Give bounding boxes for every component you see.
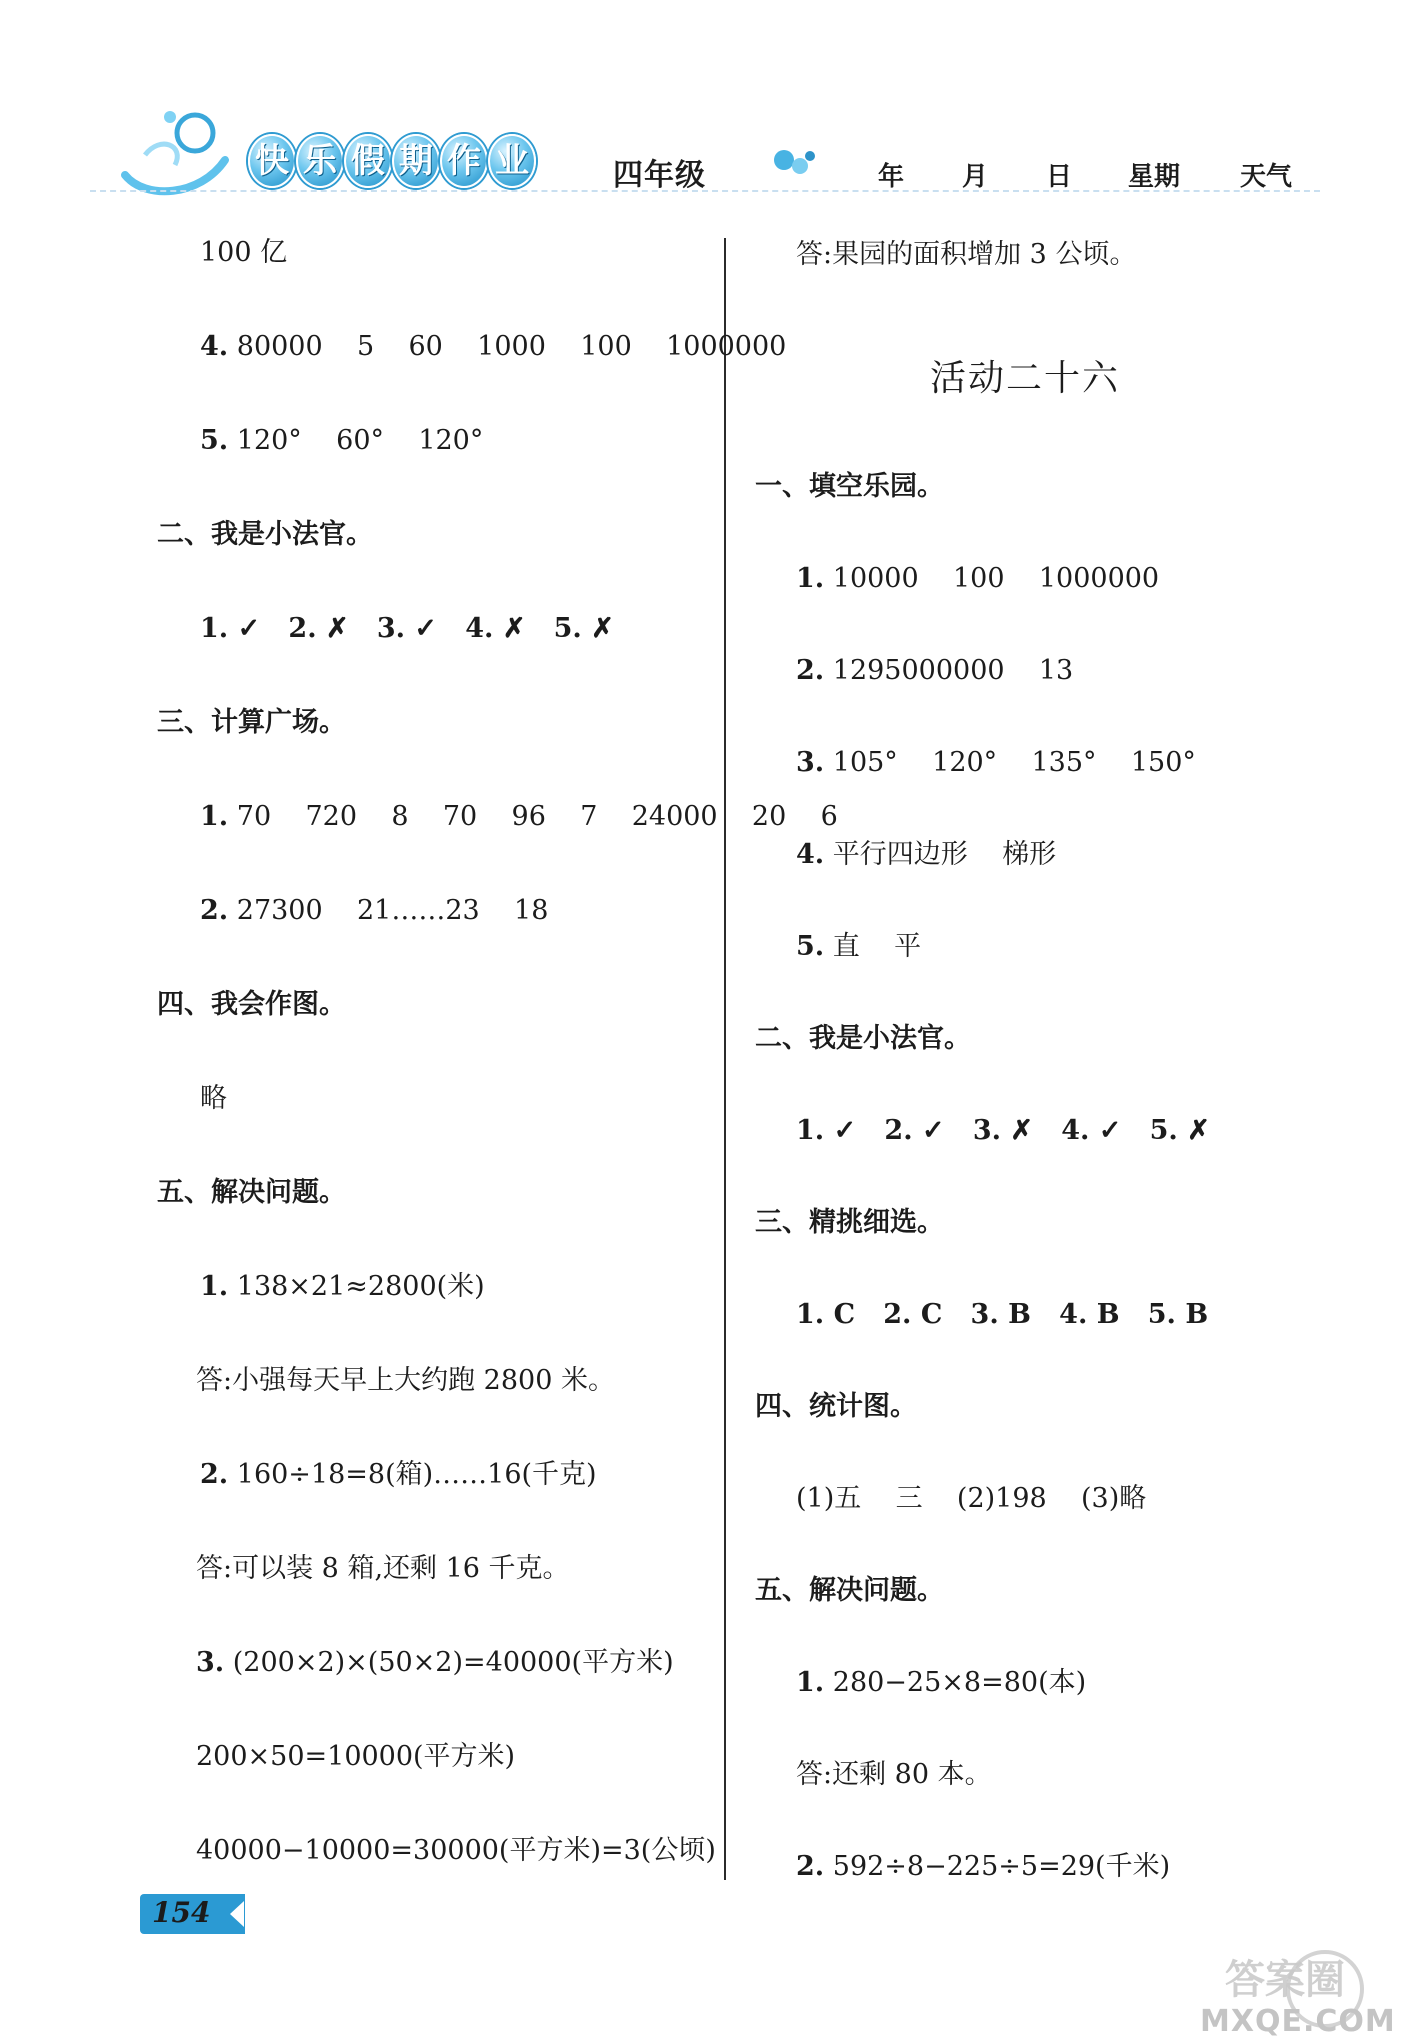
answer-line: 200×50=10000(平方米) <box>196 1741 516 1772</box>
page-number: 154 <box>152 1896 211 1929</box>
arrow-left-icon <box>230 1901 244 1927</box>
answer-line: 1. ✓ 2. ✓ 3. ✗ 4. ✓ 5. ✗ <box>796 1115 1210 1146</box>
section-heading: 四、我会作图。 <box>157 989 346 1020</box>
activity-title: 活动二十六 <box>930 358 1121 399</box>
section-heading: 五、解决问题。 <box>755 1575 944 1606</box>
answer-line: 2. 1295000000 13 <box>796 655 1074 686</box>
title-char: 业 <box>488 134 536 188</box>
answer-line: 1. ✓ 2. ✗ 3. ✓ 4. ✗ 5. ✗ <box>200 613 614 644</box>
grade-label: 四年级 <box>613 158 706 193</box>
title-char: 作 <box>440 134 488 188</box>
weather-label: 天气 <box>1240 162 1293 192</box>
answer-line: 2. 27300 21……23 18 <box>200 895 549 926</box>
answer-line: (1)五 三 (2)198 (3)略 <box>796 1483 1147 1514</box>
section-heading: 五、解决问题。 <box>157 1177 346 1208</box>
year-label: 年 <box>878 162 905 192</box>
bubble-dots-icon <box>772 146 818 182</box>
title-char: 期 <box>392 134 440 188</box>
section-heading: 二、我是小法官。 <box>755 1023 971 1054</box>
answer-line: 5. 120° 60° 120° <box>200 425 484 456</box>
watermark-url: MXQE.COM <box>1200 2004 1396 2039</box>
swirl-logo-icon <box>115 105 245 200</box>
section-heading: 二、我是小法官。 <box>157 519 373 550</box>
answer-line: 1. C 2. C 3. B 4. B 5. B <box>796 1299 1209 1330</box>
answer-line: 40000−10000=30000(平方米)=3(公顷) <box>196 1835 716 1866</box>
answer-line: 4. 平行四边形 梯形 <box>796 839 1057 870</box>
section-heading: 四、统计图。 <box>755 1391 917 1422</box>
title-char: 假 <box>344 134 392 188</box>
column-divider <box>724 238 726 1880</box>
answer-line: 3. (200×2)×(50×2)=40000(平方米) <box>196 1647 674 1678</box>
title-char: 乐 <box>296 134 344 188</box>
answer-line: 答:可以装 8 箱,还剩 16 千克。 <box>196 1553 570 1584</box>
answer-line: 答:果园的面积增加 3 公顷。 <box>796 239 1137 270</box>
answer-line: 1. 10000 100 1000000 <box>796 563 1160 594</box>
watermark-text: 答案圈 <box>1225 1957 1345 2003</box>
answer-line: 略 <box>200 1083 227 1114</box>
answer-line: 1. 70 720 8 70 96 7 24000 20 6 <box>200 801 838 832</box>
header-rule <box>90 190 1320 192</box>
answer-line: 1. 280−25×8=80(本) <box>796 1667 1087 1698</box>
section-heading: 三、计算广场。 <box>157 707 346 738</box>
title-char: 快 <box>248 134 296 188</box>
answer-line: 100 亿 <box>200 237 288 268</box>
answer-line: 5. 直 平 <box>796 931 922 962</box>
answer-line: 4. 80000 5 60 1000 100 1000000 <box>200 331 787 362</box>
answer-line: 2. 160÷18=8(箱)……16(千克) <box>200 1459 597 1490</box>
month-label: 月 <box>962 162 989 192</box>
day-label: 日 <box>1046 162 1073 192</box>
section-heading: 三、精挑细选。 <box>755 1207 944 1238</box>
weekday-label: 星期 <box>1128 162 1181 192</box>
answer-line: 1. 138×21≈2800(米) <box>200 1271 485 1302</box>
answer-line: 3. 105° 120° 135° 150° <box>796 747 1196 778</box>
answer-line: 2. 592÷8−225÷5=29(千米) <box>796 1851 1171 1882</box>
answer-line: 答:小强每天早上大约跑 2800 米。 <box>196 1365 615 1396</box>
answer-line: 答:还剩 80 本。 <box>796 1759 992 1790</box>
section-heading: 一、填空乐园。 <box>755 471 944 502</box>
